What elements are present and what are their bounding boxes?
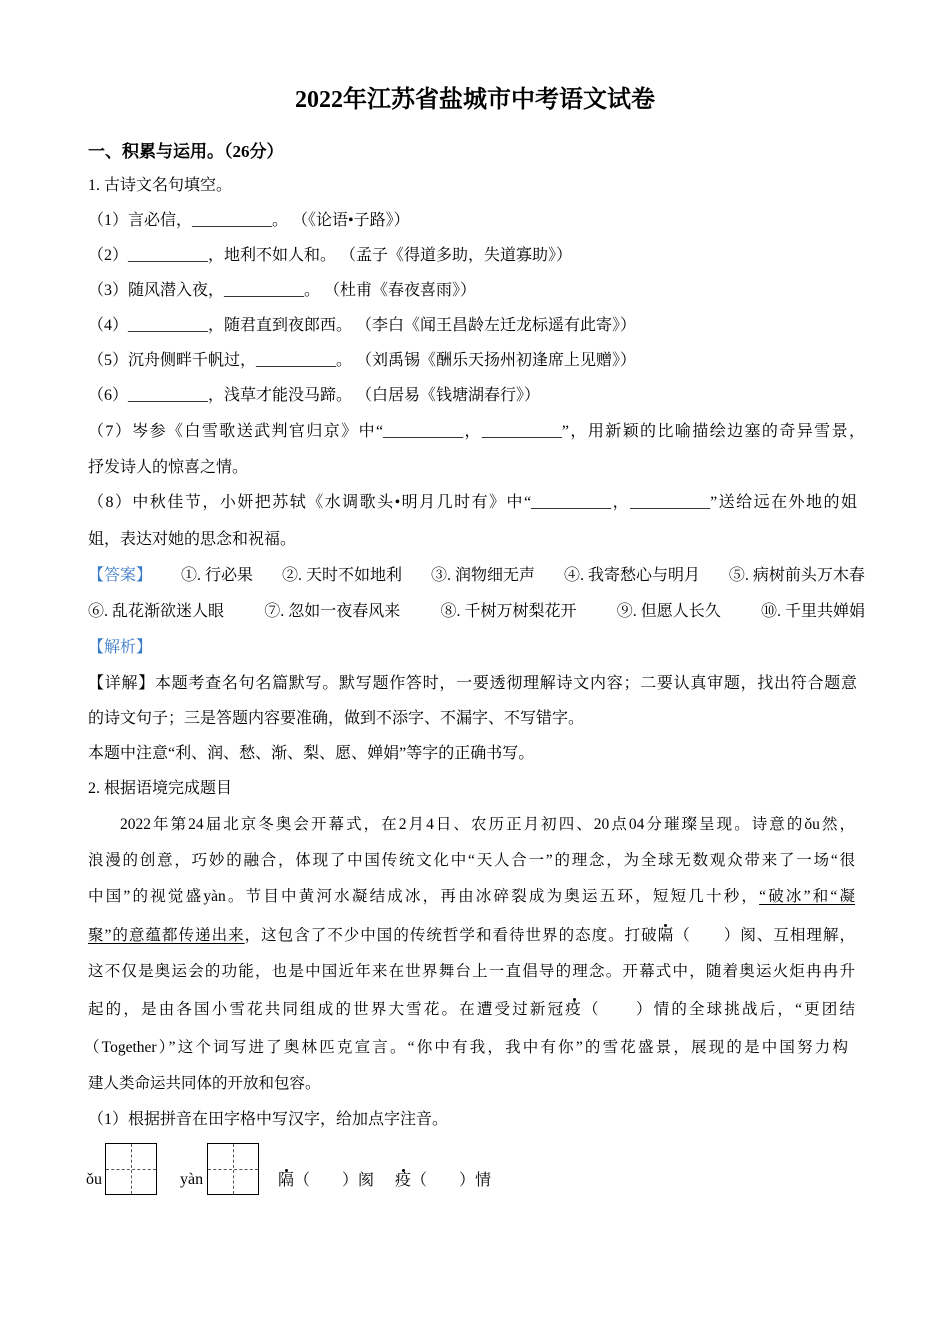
- emphasis-char: 疫: [395, 1172, 412, 1189]
- q1-stem: 1. 古诗文名句填空。: [88, 177, 233, 194]
- q1-item-1: （1）言必信，__________。 （《论语•子路》）: [88, 212, 410, 229]
- tianzige-grid: [207, 1143, 259, 1195]
- q1-item-5: （5）沉舟侧畔千帆过，__________。 （刘禹锡《酬乐天扬州初逢席上见赠》）: [88, 352, 637, 369]
- passage-line-5: [88, 961, 855, 983]
- section-heading: 一、积累与运用。（26分）: [88, 142, 284, 161]
- phonetic-blank: （ ）阂: [294, 1172, 375, 1189]
- analysis-label: 【解析】: [88, 639, 153, 656]
- analysis-detail-line-2: 的诗文句子；三是答题内容要准确，做到不添字、不漏字、不写错字。: [88, 710, 585, 727]
- q1-item-2: （2）__________，地利不如人和。 （孟子《得道多助，失道寡助》）: [88, 247, 573, 264]
- answer-row-1: [88, 565, 865, 587]
- q1-item-7-line-1: （7）岑参《白雪歌送武判官归京》中“__________，__________”，用新颖的比喻描绘边塞的奇异雪景，: [88, 423, 865, 440]
- analysis-note: 本题中注意“利、润、愁、渐、梨、愿、婵娟”等字的正确书写。: [88, 745, 535, 762]
- emphasis-char: 隔: [278, 1172, 295, 1189]
- answer-item: ③. 润物细无声: [430, 567, 535, 584]
- passage-line-4: [88, 925, 855, 947]
- passage-text: （ ）情的全球挑战后，“更团结: [582, 1001, 855, 1018]
- passage-text: 建人类命运共同体的开放和包容。: [88, 1075, 321, 1092]
- q1-item-6: （6）__________，浅草才能没马蹄。 （白居易《钱塘湖春行》）: [88, 387, 541, 404]
- pinyin-label: yàn: [180, 1171, 204, 1188]
- passage-line-2: [88, 850, 855, 872]
- answer-item: ⑨. 但愿人长久: [616, 603, 721, 620]
- passage-line-3: [88, 886, 855, 908]
- answer-item: ⑧. 千树万树梨花开: [440, 603, 577, 620]
- passage-text: 起的，是由各国小雪花共同组成的世界大雪花。在遭受过新冠: [88, 1001, 566, 1018]
- answer-item: ⑤. 病树前头万木春: [728, 567, 865, 584]
- answer-item: ⑥. 乱花渐欲迷人眼: [88, 603, 225, 620]
- answer-label: 【答案】: [88, 567, 153, 584]
- tianzige-grid: [105, 1143, 157, 1195]
- underlined-text: “破冰”和“凝: [759, 888, 856, 905]
- q1-item-7-line-2: 抒发诗人的惊喜之情。: [88, 459, 249, 476]
- phonetic-item-2: [395, 1170, 491, 1192]
- passage-text: 2022年第24届北京冬奥会开幕式，在2月4日、农历正月初四、20点04分璀璨呈现。诗意的ǒu然，: [120, 816, 855, 833]
- answer-item: ①. 行必果: [180, 567, 253, 584]
- passage-text: （ ）阂、互相理解，: [674, 927, 855, 944]
- passage-text: 中国”的视觉盛yàn。节目中黄河水凝结成冰，再由冰碎裂成为奥运五环，短短几十秒，: [88, 888, 760, 905]
- emphasis-char: 疫: [565, 1001, 583, 1018]
- passage-text: 浪漫的创意，巧妙的融合，体现了中国传统文化中“天人合一”的理念，为全球无数观众带来了一场“很: [88, 852, 855, 869]
- phonetic-blank: （ ）情: [411, 1172, 492, 1189]
- passage-text: 这不仅是奥运会的功能，也是中国近年来在世界舞台上一直倡导的理念。开幕式中，随着奥运火炬冉冉升: [88, 963, 855, 980]
- q1-item-8-line-2: 姐，表达对她的思念和祝福。: [88, 531, 297, 548]
- q2-sub-question-1: （1）根据拼音在田字格中写汉字，给加点字注音。: [88, 1111, 449, 1128]
- phonetic-item-1: [278, 1170, 374, 1192]
- emphasis-char: 隔: [657, 927, 675, 944]
- q1-item-4: （4）__________，随君直到夜郎西。 （李白《闻王昌龄左迁龙标遥有此寄》）: [88, 317, 637, 334]
- answer-row-2: [88, 601, 865, 623]
- q1-item-3: （3）随风潜入夜，__________。 （杜甫《春夜喜雨》）: [88, 282, 477, 299]
- passage-text: （Together）”这个词写进了奥林匹克宣言。“你中有我，我中有你”的雪花盛景，展现的是中国努力构: [84, 1039, 848, 1056]
- passage-line-7: [84, 1037, 848, 1059]
- q2-stem: 2. 根据语境完成题目: [88, 780, 233, 797]
- analysis-detail-line-1: 【详解】本题考查名句名篇默写。默写题作答时，一要透彻理解诗文内容；二要认真审题，找出符合题意: [88, 675, 857, 692]
- passage-line-8: [88, 1073, 321, 1095]
- passage-line-1: [120, 814, 855, 836]
- passage-line-6: [88, 999, 855, 1021]
- pinyin-label: ǒu: [86, 1171, 102, 1188]
- passage-text: ，这包含了不少中国的传统哲学和看待世界的态度。打破: [244, 927, 658, 944]
- answer-item: ⑩. 千里共婵娟: [760, 603, 865, 620]
- answer-item: ⑦. 忽如一夜春风来: [264, 603, 401, 620]
- answer-item: ④. 我寄愁心与明月: [563, 567, 700, 584]
- answer-item: ②. 天时不如地利: [281, 567, 402, 584]
- q1-item-8-line-1: （8）中秋佳节，小妍把苏轼《水调歌头•明月几时有》中“__________，__________”送给远在外地的姐: [88, 494, 857, 511]
- underlined-text: 聚”的意蕴都传递出来: [88, 927, 245, 944]
- page-title: 2022年江苏省盐城市中考语文试卷: [295, 87, 655, 113]
